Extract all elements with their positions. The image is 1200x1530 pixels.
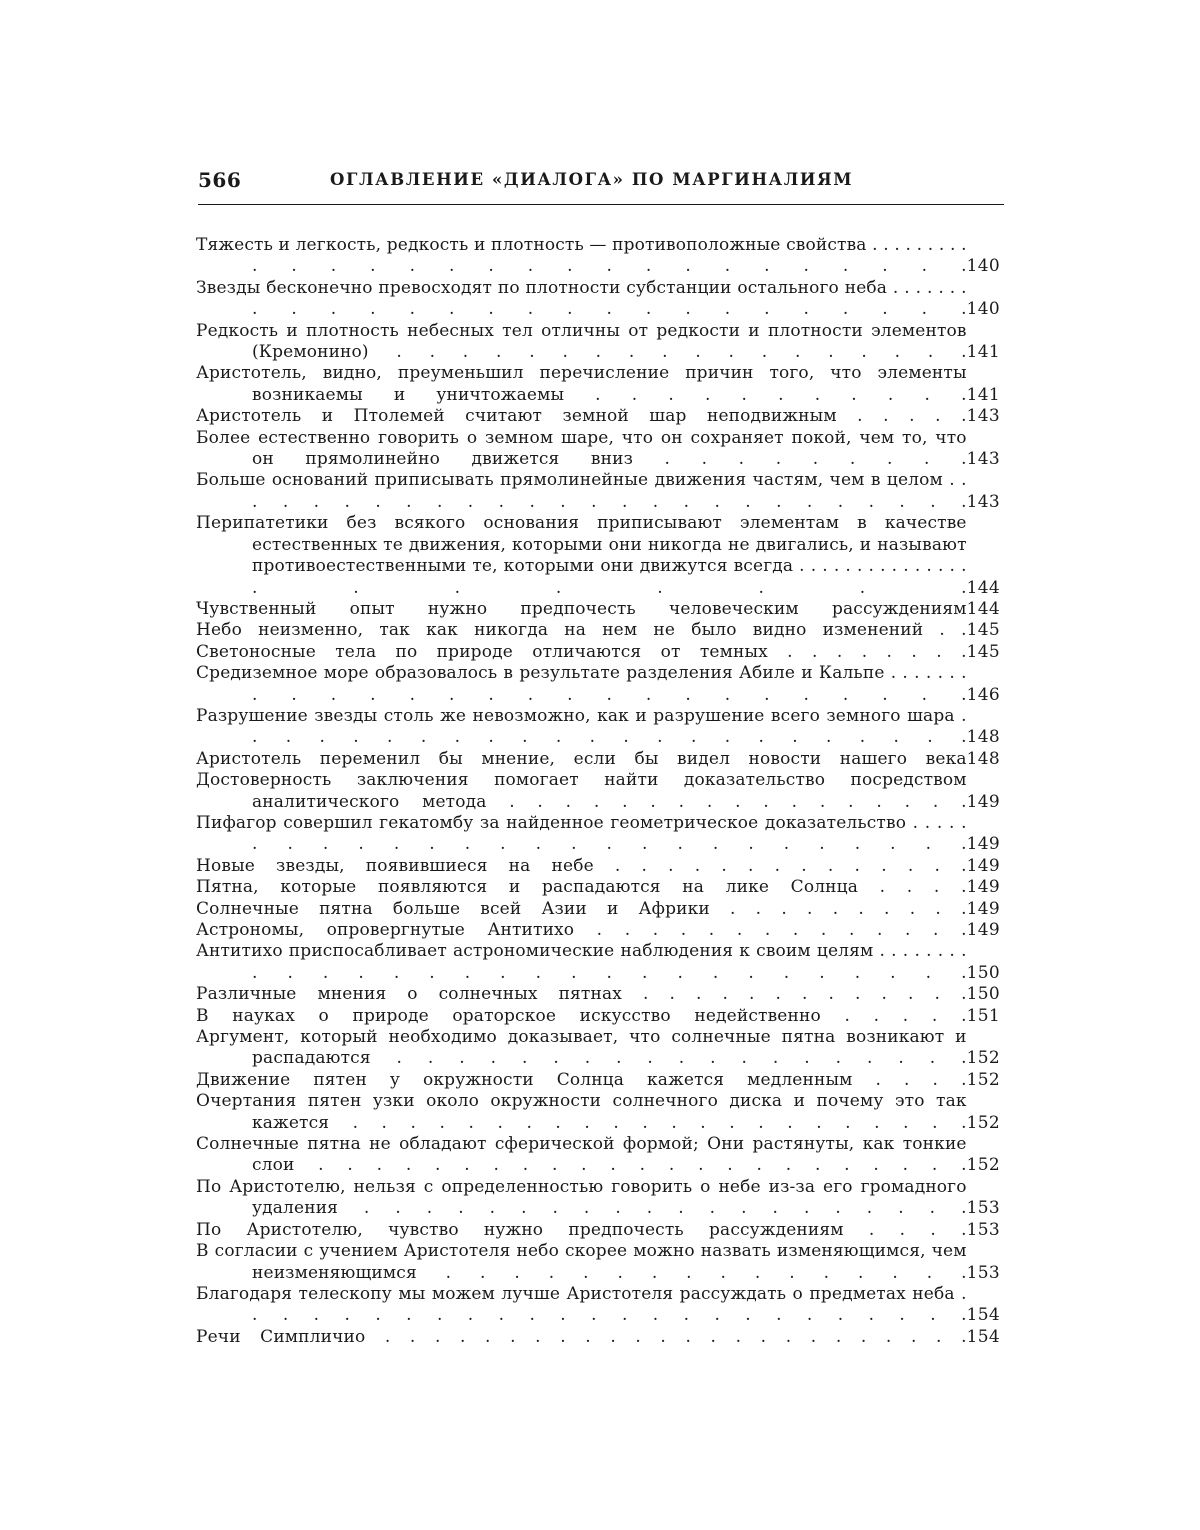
toc-entry <box>196 706 1004 749</box>
toc-entry-text: Солнечные пятна не обладают сферической формой; Они растянуты, как тонкие слои . . . . . . . . . . . . . . . . . . . . . . . <box>196 1134 967 1176</box>
toc-entry-page-number: 152 <box>966 1048 1000 1069</box>
toc-entry-page-number: 150 <box>966 984 1000 1005</box>
toc-entry-page-number: 149 <box>966 920 1000 940</box>
toc-entry <box>196 1177 1004 1220</box>
toc-entry-text: Средиземное море образовалось в результате разделения Абиле и Кальпе . . . . . . . . . . . . . . . . . . . . . . . . . . <box>196 663 967 705</box>
toc-entry <box>196 877 1004 898</box>
toc-entry-page-number: 153 <box>966 1219 1000 1240</box>
toc-entry-page-number: 145 <box>966 641 1000 662</box>
toc-entry-page-number: 143 <box>966 449 1000 470</box>
toc-entry <box>196 1220 1004 1241</box>
toc-entry-page-number: 149 <box>966 834 1000 855</box>
toc-entry-text: Более естественно говорить о земном шаре, что он сохраняет покой, чем то, что он прямолинейно движется вниз . . . . . . . . . <box>196 427 967 470</box>
toc-entry <box>196 813 1004 856</box>
toc-entry-text: В согласии с учением Аристотеля небо скорее можно назвать изменяющимся, чем неизменяющимся . . . . . . . . . . . . . . . . <box>196 1241 967 1283</box>
toc-entry-page-number: 141 <box>966 384 1000 405</box>
toc-entry-page-number: 151 <box>966 1005 1000 1026</box>
toc-entry-text: Перипатетики без всякого основания приписывают элементам в качестве естественных те движения, которыми они никогда не двигались, и называют противоестественными те, которыми они движутся всегда . . . . . . . . . . . . . . . . . . . . . . . <box>196 513 967 598</box>
toc-entry-text: Новые звезды, появившиеся на небе . . . . . . . . . . . . . . <box>196 855 967 876</box>
toc-entry-text: Солнечные пятна больше всей Азии и Африки . . . . . . . . . . <box>196 898 967 919</box>
toc-entry <box>196 1284 1004 1327</box>
running-head <box>198 168 1004 202</box>
toc-entry <box>196 1134 1004 1177</box>
toc-entry-page-number: 144 <box>966 598 1000 619</box>
toc-entry <box>196 1006 1004 1027</box>
toc-entry-page-number: 140 <box>966 256 1000 277</box>
toc-entry-page-number: 148 <box>966 727 1000 748</box>
toc-entry <box>196 363 1004 406</box>
toc-entry <box>196 1027 1004 1070</box>
toc-entry <box>196 920 1004 941</box>
toc-entry-text: Аргумент, который необходимо доказывает, что солнечные пятна возникают и распадаются . . . . . . . . . . . . . . . . . . . <box>196 1027 967 1069</box>
toc-entry <box>196 513 1004 599</box>
toc-entry <box>196 941 1004 984</box>
toc-entry-page-number: 149 <box>966 791 1000 812</box>
toc-entry-text: Пифагор совершил гекатомбу за найденное геометрическое доказательство . . . . . . . . . . . . . . . . . . . . . . . . . . <box>196 812 967 855</box>
toc-entry <box>196 599 1004 620</box>
toc-entry-text: Больше оснований приписывать прямолинейные движения частям, чем в целом . . . . . . . . . . . . . . . . . . . . . . . . . . <box>196 470 967 512</box>
toc-entry-text: Очертания пятен узки около окружности солнечного диска и почему это так кажется . . . . . . . . . . . . . . . . . . . . . . <box>196 1091 967 1133</box>
toc-entry <box>196 406 1004 427</box>
toc-entry-page-number: 144 <box>966 577 1000 598</box>
toc-entry-page-number: 140 <box>966 299 1000 320</box>
toc-entry-page-number: 153 <box>966 1198 1000 1219</box>
header-rule <box>198 204 1004 205</box>
toc-entry-text: Движение пятен у окружности Солнца кажется медленным . . . . <box>196 1069 967 1090</box>
toc-entry <box>196 984 1004 1005</box>
toc-entry <box>196 1241 1004 1284</box>
toc-entry <box>196 1091 1004 1134</box>
toc-entry-text: Пятна, которые появляются и распадаются на лике Солнца . . . . <box>196 877 967 898</box>
toc-entry-text: Аристотель и Птолемей считают земной шар неподвижным . . . . . <box>196 406 967 427</box>
toc-entry-page-number: 146 <box>966 684 1000 705</box>
table-of-contents <box>196 235 1004 1348</box>
toc-entry-text: Разрушение звезды столь же невозможно, как и разрушение всего земного шара . . . . . . . . . . . . . . . . . . . . . . . <box>196 705 967 748</box>
toc-entry-page-number: 152 <box>966 1069 1000 1090</box>
toc-entry-text: Достоверность заключения помогает найти доказательство посредством аналитического метода . . . . . . . . . . . . . . . . . <box>196 770 967 812</box>
toc-entry-page-number: 152 <box>966 1155 1000 1176</box>
toc-entry <box>196 1327 1004 1348</box>
toc-entry-page-number: 154 <box>966 1326 1000 1347</box>
toc-entry <box>196 235 1004 278</box>
toc-entry-text: Светоносные тела по природе отличаются от темных . . . . . . . . <box>196 641 967 662</box>
toc-entry <box>196 278 1004 321</box>
toc-entry-text: Небо неизменно, так как никогда на нем не было видно изменений . . <box>196 620 967 641</box>
toc-entry <box>196 663 1004 706</box>
toc-entry-text: Различные мнения о солнечных пятнах . . . . . . . . . . . . . <box>196 984 967 1005</box>
toc-entry-page-number: 148 <box>966 748 1000 769</box>
toc-entry-page-number: 143 <box>966 491 1000 512</box>
toc-entry-text: Аристотель, видно, преуменьшил перечисление причин того, что элементы возникаемы и уничтожаемы . . . . . . . . . . . <box>196 363 967 405</box>
toc-entry <box>196 899 1004 920</box>
toc-entry-page-number: 150 <box>966 962 1000 983</box>
toc-entry <box>196 1070 1004 1091</box>
toc-entry-page-number: 149 <box>966 898 1000 919</box>
toc-entry-text: По Аристотелю, нельзя с определенностью говорить о небе из-за его громадного удаления . . . . . . . . . . . . . . . . . . . . <box>196 1176 967 1219</box>
toc-entry-text: По Аристотелю, чувство нужно предпочесть рассуждениям . . . . <box>196 1219 967 1240</box>
toc-entry-text: В науках о природе ораторское искусство недейственно . . . . . <box>196 1005 967 1026</box>
toc-entry-page-number: 152 <box>966 1112 1000 1133</box>
toc-entry-text: Аристотель переменил бы мнение, если бы видел новости нашего века <box>196 748 967 769</box>
toc-entry-page-number: 149 <box>966 855 1000 876</box>
toc-entry <box>196 642 1004 663</box>
toc-entry <box>196 620 1004 641</box>
toc-entry <box>196 470 1004 513</box>
toc-entry <box>196 749 1004 770</box>
toc-entry-text: Антитихо приспосабливает астрономические наблюдения к своим целям . . . . . . . . . . . . . . . . . . . . . . . . . . . . . <box>196 941 967 983</box>
toc-entry <box>196 428 1004 471</box>
toc-entry-text: Чувственный опыт нужно предпочесть человеческим рассуждениям <box>196 598 967 619</box>
page-number: 566 <box>198 168 242 192</box>
toc-entry-page-number: 149 <box>966 877 1000 898</box>
toc-entry <box>196 321 1004 364</box>
toc-entry-page-number: 145 <box>966 620 1000 641</box>
toc-entry-page-number: 141 <box>966 342 1000 363</box>
toc-entry-text: Речи Симпличио . . . . . . . . . . . . . . . . . . . . . . . . <box>196 1326 967 1347</box>
toc-entry-text: Астрономы, опровергнутые Антитихо . . . . . . . . . . . . . . <box>196 920 967 940</box>
toc-entry <box>196 770 1004 813</box>
toc-entry-text: Редкость и плотность небесных тел отличны от редкости и плотности элементов (Кремонино) . . . . . . . . . . . . . . . . . . <box>196 320 967 363</box>
toc-entry-page-number: 154 <box>966 1305 1000 1326</box>
toc-entry-text: Тяжесть и легкость, редкость и плотность — противоположные свойства . . . . . . . . . . . . . . . . . . . . . . . . . . . . <box>196 235 967 277</box>
toc-entry-text: Звезды бесконечно превосходят по плотности субстанции остального неба . . . . . . . . . . . . . . . . . . . . . . . . . . <box>196 277 967 320</box>
toc-entry-page-number: 143 <box>966 406 1000 427</box>
toc-entry-text: Благодаря телескопу мы можем лучше Аристотеля рассуждать о предметах неба . . . . . . . . . . . . . . . . . . . . . . . . . <box>196 1283 967 1326</box>
toc-entry <box>196 856 1004 877</box>
running-title: ОГЛАВЛЕНИЕ «ДИАЛОГА» ПО МАРГИНАЛИЯМ <box>330 170 854 189</box>
toc-entry-page-number: 153 <box>966 1262 1000 1283</box>
